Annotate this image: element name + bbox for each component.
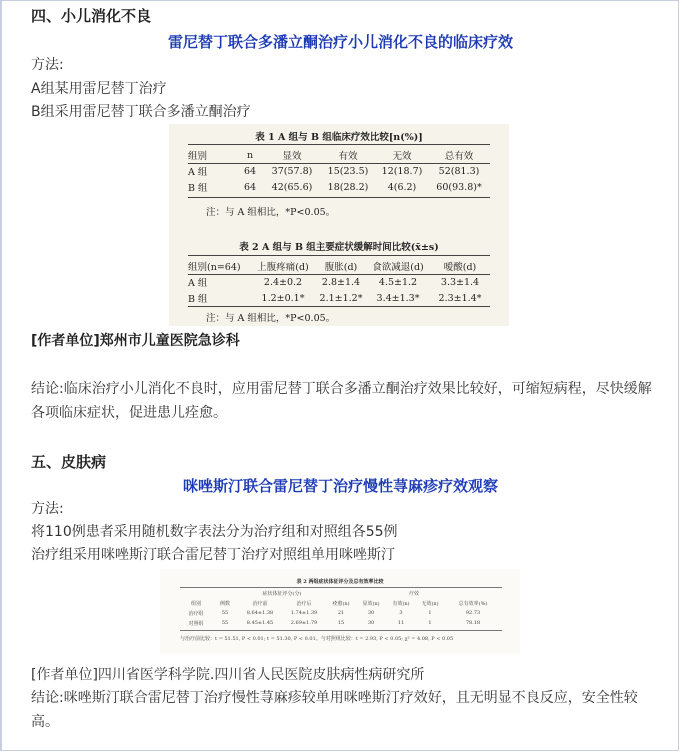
table3-caption: 表 2 两组症状体征评分及总有效率比较 [296,579,384,585]
table-row: B 组 64 42(65.6) 18(28.2) 4(6.2) 60(93.8)* [188,181,482,194]
section5-table-figure [160,569,520,654]
section5-method-label: 方法: [31,501,64,517]
table-row: A 组 2.4±0.2 2.8±1.4 4.5±1.2 3.3±1.4 [188,276,480,289]
table2-header-row: 组别(n=64) 上腹疼痛(d) 腹胀(d) 食欲减退(d) 嗳酸(d) [188,262,477,273]
table-row: B 组 1.2±0.1* 2.1±1.2* 3.4±1.3* 2.3±1.4* [188,292,482,305]
table-row: 对照组 55 8.45±1.45 2.69±1.79 15 30 11 1 78.18 [188,620,481,627]
table3 [180,588,502,628]
table3-group-row [180,588,502,598]
table1 [188,147,490,195]
section5-method-1: 将110例患者采用随机数字表法分为治疗组和对照组各55例 [31,524,398,540]
table1-caption: 表 1 A 组与 B 组临床疗效比较[n(%)] [255,132,423,143]
table3-note: 与治疗前比较：t = 51.51, P < 0.01; t = 51.30, P < 0.01。与对照组比较：t = 2.93, P < 0.05; χ² = 4.08, P < 0.05 [180,636,454,642]
table-row: 治疗组 55 8.64±1.38 1.74±1.39 21 30 3 1 92.73 [188,610,481,617]
table2-note: 注：与 A 组相比，*P<0.05。 [206,313,336,324]
table1-header-row: 组别 n 显效 有效 无效 总有效 [188,149,474,162]
section4-conclusion: 结论:临床治疗小儿消化不良时，应用雷尼替丁联合多潘立酮治疗效果比较好，可缩短病程，尽快缓解各项临床症状，促进患儿痊愈。 [31,381,652,421]
section5-author: [作者单位]四川省医学科学院.四川省人民医院皮肤病性病研究所 [31,667,425,683]
section4-table-figure [169,124,509,326]
table2-caption: 表 2 A 组与 B 组主要症状缓解时间比较(x̄±s) [239,242,439,253]
section5-title: 咪唑斯汀联合雷尼替丁治疗慢性荨麻疹疗效观察 [182,477,498,495]
table1-note: 注：与 A 组相比，*P<0.05。 [206,207,336,218]
section4-method-a: A组某用雷尼替丁治疗 [31,81,167,97]
table-row: A 组 64 37(57.8) 15(23.5) 12(18.7) 52(81.3) [188,165,480,178]
section4-heading: 四、小儿消化不良 [31,7,152,25]
table2 [188,258,490,306]
section4-author: [作者单位]郑州市儿童医院急诊科 [31,333,240,349]
section5-heading: 五、皮肤病 [31,453,107,471]
table3-group-effect: 疗效 [408,590,419,597]
table3-group-score: 症状体征评分(分) [262,590,302,597]
section4-title: 雷尼替丁联合多潘立酮治疗小儿消化不良的临床疗效 [167,33,513,51]
section5-conclusion: 结论:咪唑斯汀联合雷尼替丁治疗慢性荨麻疹较单用咪唑斯汀疗效好，且无明显不良反应，安全性较高。 [31,690,638,730]
section4-method-label: 方法: [31,57,64,73]
section5-method-2: 治疗组采用咪唑斯汀联合雷尼替丁治疗对照组单用咪唑斯汀 [31,547,395,563]
section4-method-b: B组采用雷尼替丁联合多潘立酮治疗 [31,104,251,120]
table3-header-row: 组别 例数 治疗前 治疗后 痊愈(n) 显效(n) 有效(n) 无效(n) 总有效率(%) [190,600,488,607]
